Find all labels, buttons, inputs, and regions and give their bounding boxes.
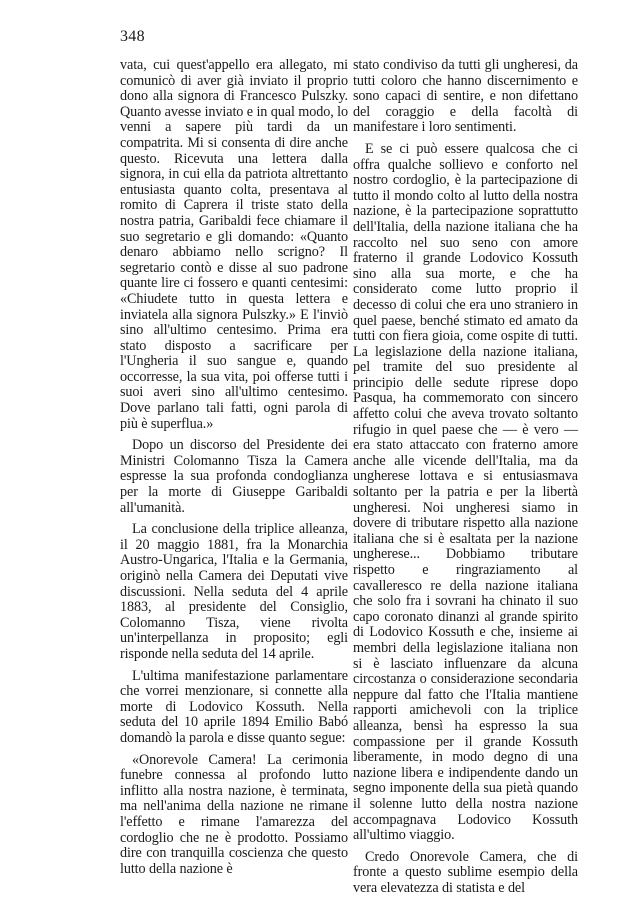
left-column [120,58,348,883]
paragraph: «Onorevole Camera! La cerimonia funebre connessa al profondo lutto inflitto alla nostra nazione, è terminata, ma nell'anima della nazione ne rimane l'effetto e rimane l'amarezza del cordoglio che ne è prodotto. Possiamo dire con tranquilla coscienza che questo lutto della nazione è [120,751,348,877]
paragraph: stato condiviso da tutti gli ungheresi, da tutti coloro che hanno discernimento e sono capaci di sentire, e non difettano del coraggio e della facoltà di manifestare i loro sentimenti. [353,57,578,136]
page-number: 348 [120,28,145,45]
paragraph: E se ci può essere qualcosa che ci offra qualche sollievo e conforto nel nostro cordoglio, è la partecipazione di tutto il mondo colto al lutto della nostra nazione, è la partecipazione soprattutto dell'Italia, della nazione italiana che ha raccolto nel suo seno con amore fraterno il grande Lodovico Kossuth sino alla sua morte, e che ha considerato come lutto proprio il decesso di colui che era uno straniero in quel paese, benché stimato ed amato da tutti con fiera gioia, come ospite di tutti. La legislazione della nazione italiana, pel tramite del suo presidente al principio delle sedute riprese dopo Pasqua, ha commemorato con sincero affetto colui che aveva trovato soltanto rifugio in quel paese che — è vero — era stato attaccato con fraterno amore anche alle vicende dell'Italia, ma da ungherese lottava e si entusiasmava soltanto per la patria e per la libertà ungheresi. Noi ungheresi siamo in dovere di tributare rispetto alla nazione italiana che si è esaltata per la nazione ungherese... Dobbiamo tributare rispetto e ringraziamento al cavalleresco re della nazione italiana che solo fra i sovrani ha chinato il suo capo coronato dinanzi al grande spirito di Lodovico Kossuth e che, insieme ai membri della legislazione italiana non si è lasciato influenzare da alcuna circostanza o considerazione secondaria neppure dal fatto che l'Italia mantiene rapporti amichevoli con la triplice alleanza, bensì ha espresso la sua compassione per il grande Kossuth liberamente, in modo degno di una nazione libera e indipendente dando un segno imponente della sua pietà quando il solenne lutto della nostra nazione accompagnava Lodovico Kossuth all'ultimo viaggio. [353,140,578,844]
paragraph: Credo Onorevole Camera, che di fronte a questo sublime esempio della vera elevatezza di statista e del [353,848,578,896]
right-column [353,58,578,902]
paragraph: La conclusione della triplice alleanza, il 20 maggio 1881, fra la Monarchia Austro-Ungarica, l'Italia e la Germania, originò nella Camera dei Deputati vive discussioni. Nella seduta del 4 aprile 1883, al presidente del Consiglio, Colomanno Tisza, viene rivolta un'interpellanza in proposito; egli risponde nella seduta del 14 aprile. [120,521,348,662]
paragraph: L'ultima manifestazione parlamentare che vorrei menzionare, si connette alla morte di Lodovico Kossuth. Nella seduta del 10 aprile 1894 Emilio Babó domandò la parola e disse quanto segue: [120,667,348,746]
paragraph: vata, cui quest'appello era allegato, mi comunicò di aver già inviato il proprio dono alla signora di Francesco Pulszky. Quanto avesse inviato e in qual modo, lo venni a sapere più tardi da un compatrita. Mi si consenta di dire anche questo. Ricevuta una lettera dalla signora, in cui ella da patriota altrettanto entusiasta quanto colta, presentava al romito di Caprera il triste stato della nostra patria, Garibaldi fece chiamare il suo segretario e gli domando: «Quanto denaro abbiamo nello scrigno? Il segretario contò e disse al suo padrone quante lire ci fossero e quanti centesimi: «Chiudete tutto in questa lettera e inviatela alla signora Pulszky.» E l'inviò sino all'ultimo centesimo. Prima era stato disposto a sacrificare per l'Ungheria il suo sangue e, quando occorresse, la sua vita, poi offerse tutti i suoi averi sino all'ultimo centesimo. Dove parlano tali fatti, ogni parola di più è superflua.» [120,57,348,432]
paragraph: Dopo un discorso del Presidente dei Ministri Colomanno Tisza la Camera espresse la sua profonda condoglianza per la morte di Giuseppe Garibaldi all'umanità. [120,437,348,516]
